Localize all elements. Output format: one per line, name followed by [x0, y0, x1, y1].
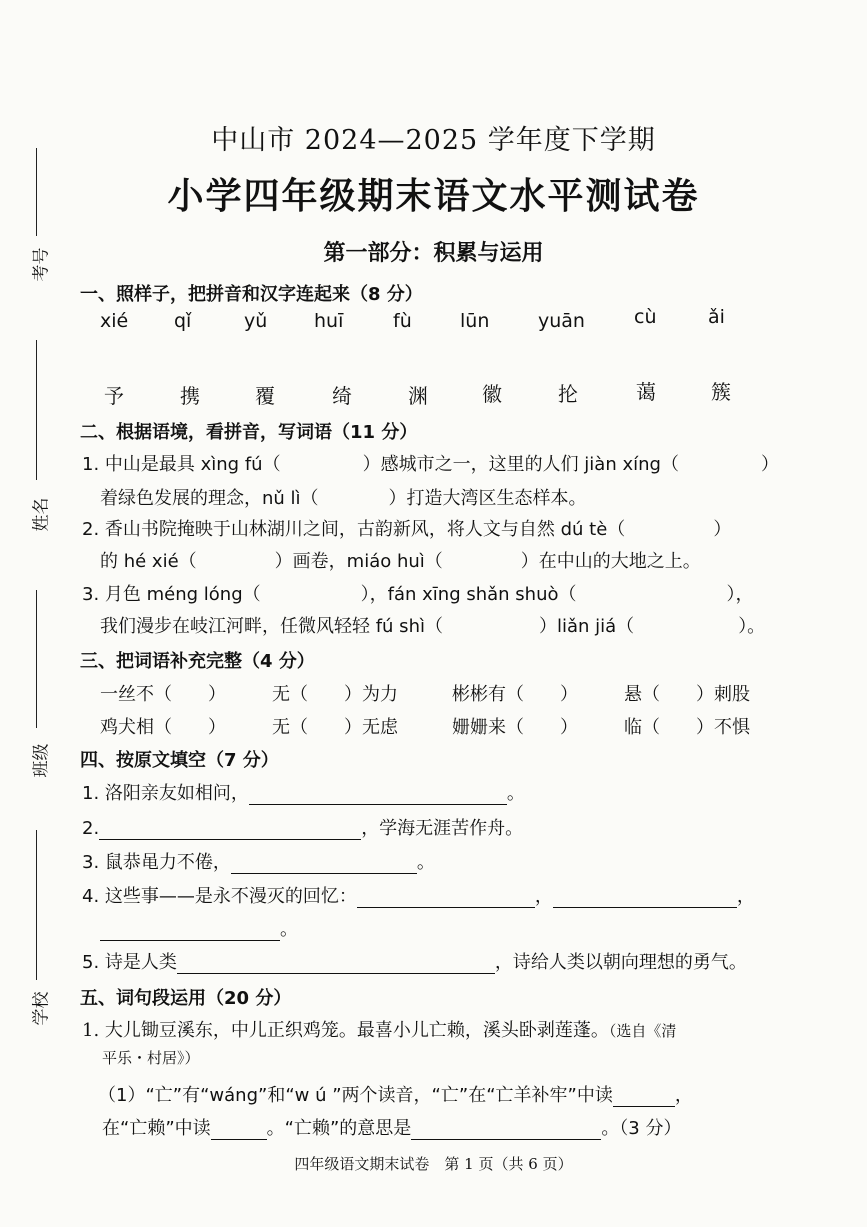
q4-line-1 — [82, 779, 525, 805]
pinyin-item: yuān — [538, 310, 585, 332]
q2-heading: 二、根据语境，看拼音，写词语（11 分） — [80, 422, 418, 443]
pinyin-item: yǔ — [244, 310, 268, 332]
binding-line-3 — [36, 590, 37, 728]
q4-text: 。 — [506, 783, 525, 804]
q4-text: ，学海无涯苦作舟。 — [361, 818, 524, 839]
page-footer: 四年级语文期末试卷 第 1 页（共 6 页） — [294, 1155, 573, 1173]
idiom-item: 彬彬有（ ） — [452, 684, 578, 705]
q4-text: 。 — [416, 852, 435, 873]
part-title: 第一部分：积累与运用 — [323, 241, 544, 266]
hanzi-item: 携 — [180, 384, 200, 408]
pinyin-item: xié — [100, 310, 129, 332]
answer-blank[interactable] — [211, 1121, 267, 1140]
q2-text: 3. 月色 méng lóng（ — [82, 584, 261, 605]
label-xingming: 姓名 — [31, 497, 52, 532]
poem-text: 1. 大儿锄豆溪东，中儿正织鸡笼。最喜小儿亡赖，溪头卧剥莲蓬。 — [82, 1020, 609, 1041]
q4-line-5 — [82, 948, 747, 974]
idiom-item: 姗姗来（ ） — [452, 717, 578, 738]
q2-text: 1. 中山是最具 xìng fú（ — [82, 454, 281, 475]
answer-blank[interactable] — [177, 955, 495, 974]
q2-line-4 — [100, 547, 701, 573]
answer-blank[interactable] — [613, 1088, 675, 1107]
pinyin-item: huī — [314, 310, 344, 332]
exam-title: 小学四年级期末语文水平测试卷 — [167, 176, 700, 217]
hanzi-item: 覆 — [255, 384, 275, 408]
pinyin-item: fù — [393, 310, 412, 332]
q2-line-2 — [100, 484, 587, 510]
hanzi-item: 簇 — [711, 380, 731, 404]
q2-text: ）liǎn jiá（ — [538, 616, 635, 637]
answer-blank[interactable] — [357, 889, 535, 908]
pinyin-item: ǎi — [708, 306, 725, 328]
idiom-item: 一丝不（ ） — [100, 684, 226, 705]
q2-text: ） — [713, 519, 732, 540]
q1-heading: 一、照样子，把拼音和汉字连起来（8 分） — [80, 284, 423, 305]
answer-blank[interactable] — [411, 1121, 601, 1140]
q2-line-1 — [82, 450, 779, 476]
hanzi-item: 徽 — [482, 382, 502, 406]
q4-text: ， — [534, 886, 553, 907]
idiom-item: 悬（ ）刺股 — [624, 684, 750, 705]
hanzi-item: 绮 — [332, 384, 352, 408]
poem-source-line: 平乐・村居》） — [102, 1049, 200, 1067]
q5-heading: 五、词句段运用（20 分） — [80, 988, 292, 1009]
q2-text: 2. 香山书院掩映于山林湖川之间，古韵新风，将人文与自然 dú tè（ — [82, 519, 626, 540]
q2-line-5 — [82, 580, 754, 606]
q4-text: 。 — [280, 919, 298, 940]
q2-text: ）画卷，miáo huì（ — [274, 551, 443, 572]
hanzi-item: 予 — [104, 384, 124, 408]
q2-text: ）在中山的大地之上。 — [520, 551, 701, 572]
q4-line-3 — [82, 848, 435, 874]
q2-text: ）。 — [738, 616, 766, 637]
hanzi-item: 抡 — [558, 382, 578, 406]
answer-blank[interactable] — [249, 786, 507, 805]
idiom-item: 无（ ）为力 — [272, 684, 398, 705]
q4-text: 5. 诗是人类 — [82, 952, 177, 973]
idiom-item: 无（ ）无虑 — [272, 717, 398, 738]
q5-text: ， — [674, 1085, 693, 1106]
pinyin-item: cù — [634, 306, 657, 328]
q2-line-6 — [100, 612, 765, 638]
q4-heading: 四、按原文填空（7 分） — [80, 750, 279, 771]
q4-text: 1. 洛阳亲友如相问， — [82, 783, 249, 804]
q2-text: ）感城市之一，这里的人们 jiàn xíng（ — [362, 454, 679, 475]
answer-blank[interactable] — [231, 855, 417, 874]
q5-sub1-line2 — [102, 1114, 682, 1140]
q5-sub1-line1 — [98, 1081, 693, 1107]
q5-text: 。（3 分） — [601, 1118, 682, 1139]
label-xuexiao: 学校 — [31, 991, 52, 1026]
q2-text: ）打造大湾区生态样本。 — [388, 488, 587, 509]
q2-text: 着绿色发展的理念，nǔ lì（ — [100, 488, 319, 509]
hanzi-item: 渊 — [408, 384, 428, 408]
label-kaohao: 考号 — [31, 247, 52, 282]
answer-blank[interactable] — [553, 889, 737, 908]
pinyin-item: lūn — [460, 310, 490, 332]
idiom-item: 鸡犬相（ ） — [100, 717, 226, 738]
q4-text: ， — [736, 886, 755, 907]
q2-text: 我们漫步在岐江河畔，任微风轻轻 fú shì（ — [100, 616, 443, 637]
q4-text: 3. 鼠恭黾力不倦， — [82, 852, 231, 873]
q2-text: ），fán xīng shǎn shuò（ — [360, 584, 577, 605]
binding-line-4 — [36, 830, 37, 980]
q5-text: （1）“亡”有“wáng”和“w ú ”两个读音，“亡”在“亡羊补牢”中读 — [98, 1085, 613, 1106]
answer-blank[interactable] — [100, 922, 280, 941]
q5-text: 。“亡赖”的意思是 — [266, 1118, 412, 1139]
q2-text: ） — [760, 454, 779, 475]
q4-text: 2. — [82, 818, 100, 839]
q4-line-2 — [82, 814, 523, 840]
hanzi-item: 蔼 — [636, 380, 656, 404]
q4-text: 4. 这些事——是永不漫灭的回忆： — [82, 886, 357, 907]
q2-line-3 — [82, 515, 731, 541]
poem-source: （选自《清 — [608, 1022, 677, 1040]
label-banji: 班级 — [31, 743, 52, 778]
idiom-item: 临（ ）不惧 — [624, 717, 750, 738]
q3-heading: 三、把词语补充完整（4 分） — [80, 651, 315, 672]
q4-text: ，诗给人类以朝向理想的勇气。 — [494, 952, 747, 973]
poem-line — [82, 1016, 676, 1042]
binding-line-2 — [36, 340, 37, 480]
q4-line-4b — [100, 915, 298, 941]
answer-blank[interactable] — [99, 821, 361, 840]
q2-text: 的 hé xié（ — [100, 551, 197, 572]
pinyin-item: qǐ — [174, 310, 192, 332]
q2-text: ）， — [726, 584, 754, 605]
q4-line-4 — [82, 882, 755, 908]
exam-term-title: 中山市 2024—2025 学年度下学期 — [211, 125, 656, 156]
q5-text: 在“亡赖”中读 — [102, 1118, 211, 1139]
